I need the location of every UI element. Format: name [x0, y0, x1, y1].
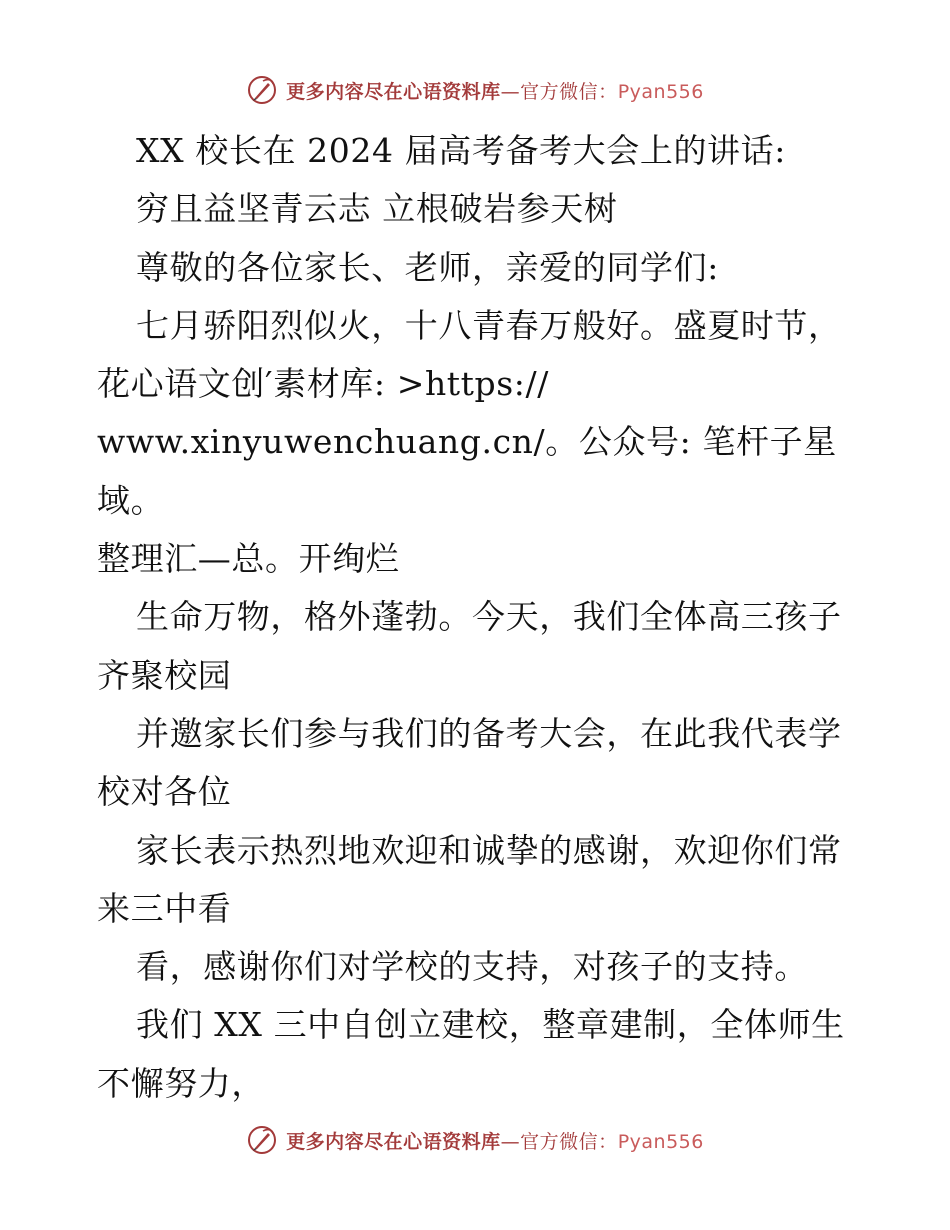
- paragraph: 并邀家长们参与我们的备考大会，在此我代表学校对各位: [97, 713, 842, 812]
- paragraph: www.xinyuwenchuang.cn/。公众号: 笔杆子星域。: [97, 422, 837, 520]
- paragraph: 家长表示热烈地欢迎和诚挚的感谢，欢迎你们常来三中看: [97, 830, 842, 928]
- watermark-text: [286, 77, 704, 104]
- paragraph: 整理汇—总。开绚烂: [97, 539, 400, 579]
- paragraph: 生命万物，格外蓬勃。今天，我们全体高三孩子齐聚校园: [97, 597, 842, 695]
- paragraph: 我们 XX 三中自创立建校，整章建制，全体师生不懈努力，: [97, 1005, 845, 1103]
- paragraph: 花心语文创′素材库: >https://: [97, 364, 549, 404]
- watermark-text: [286, 1127, 704, 1154]
- watermark-main-text: 更多内容尽在心语资料库: [286, 1130, 501, 1153]
- watermark-dash: —: [500, 1130, 521, 1153]
- watermark-wechat-label: 官方微信：: [520, 1130, 618, 1153]
- watermark-dash: —: [500, 80, 521, 103]
- quill-pen-circle-icon: [246, 74, 278, 106]
- paragraph: 七月骄阳烈似火，十八青春万般好。盛夏时节，: [136, 305, 842, 345]
- footer-watermark-banner: [0, 1120, 950, 1160]
- paragraph: 看，感谢你们对学校的支持，对孩子的支持。: [136, 947, 808, 987]
- document-body: [97, 122, 857, 1113]
- quill-pen-circle-icon: [246, 1124, 278, 1156]
- salutation: 尊敬的各位家长、老师，亲爱的同学们:: [136, 247, 719, 287]
- watermark-wechat-label: 官方微信：: [520, 80, 618, 103]
- speech-subtitle: 穷且益坚青云志 立根破岩参天树: [136, 189, 618, 229]
- speech-title: XX 校长在 2024 届高考备考大会上的讲话:: [136, 131, 786, 170]
- watermark-main-text: 更多内容尽在心语资料库: [286, 80, 501, 103]
- header-watermark-banner: [0, 70, 950, 110]
- watermark-wechat-id: Pyan556: [617, 1130, 704, 1153]
- watermark-wechat-id: Pyan556: [617, 80, 704, 103]
